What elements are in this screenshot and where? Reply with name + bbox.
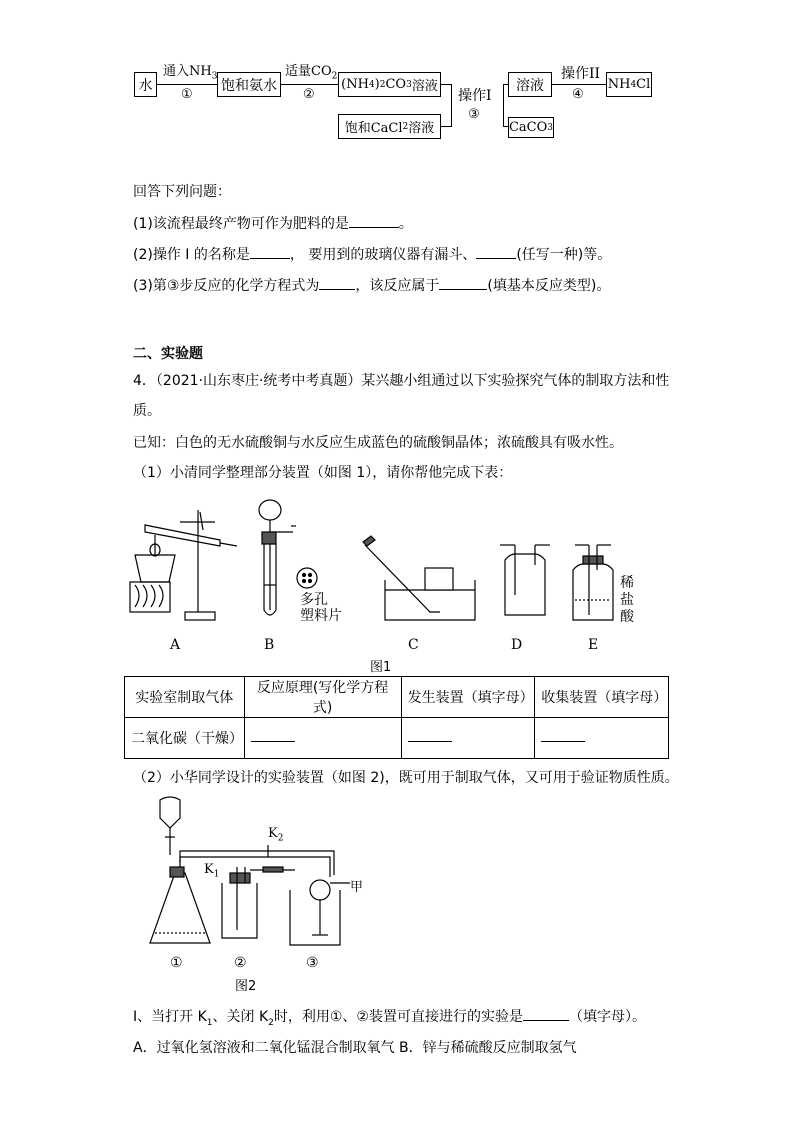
fig1-label-c: C [408,637,419,653]
fig2-number-1: ① [170,955,183,971]
fig2-number-2: ② [234,955,247,971]
operation2-number: ④ [572,87,584,102]
water-box: 水 [134,72,157,97]
section-heading: 二、实验题 [133,346,203,362]
options-ab: A．过氧化氢溶液和二氧化锰混合制取氧气 B．锌与稀硫酸反应制取氢气 [133,1040,577,1056]
table-cell: 二氧化碳（干燥） [125,718,245,759]
fig1-label-a: A [170,637,181,653]
step1-number: ① [181,87,193,102]
question-4-line1: 4．（2021·山东枣庄·统考中考真题）某兴趣小组通过以下实验探究气体的制取方法和性 [133,373,670,389]
table-header-row [125,677,669,718]
table-header: 发生装置（填字母） [401,677,535,718]
experiment-table [124,676,669,759]
question-4-line2: 质。 [133,403,161,419]
answer-blank[interactable] [541,741,585,742]
step2-label: 适量$CO_2$ [285,64,338,82]
answer-blank[interactable] [408,741,452,742]
saturated-ammonia-box: 饱和氨水 [217,72,281,97]
operation1-number: ③ [468,107,480,122]
answer-blank[interactable] [250,258,290,259]
apparatus-d-icon [500,545,550,615]
ammonium-chloride-box: NH 4 Cl [606,72,652,97]
step2-number: ② [303,87,315,102]
table-row [125,718,669,759]
apparatus-e-icon [573,545,613,620]
questions-intro: 回答下列问题： [133,184,231,200]
answer-blank[interactable] [349,227,399,228]
figure-2-apparatus [140,795,360,955]
answer-blank[interactable] [319,289,355,290]
arrow-line [281,84,338,85]
beaker-3-icon [290,880,350,945]
answer-cell[interactable] [535,718,669,759]
calcium-carbonate-box: CaCO 3 [508,117,554,138]
operation2-label: 操作II [561,66,601,82]
fig1-label-d: D [511,637,523,653]
calcium-chloride-box: 饱和CaCl 2 溶液 [338,114,441,139]
table-header: 收集装置（填字母） [535,677,669,718]
jia-label: 甲 [350,880,364,895]
table-header: 反应原理(写化学方程式) [244,677,401,718]
porous-label: 多孔 塑料片 [300,592,342,624]
operation1-label: 操作I [458,88,492,104]
question-2: (2)操作 I 的名称是 ， 要用到的玻璃仪器有漏斗、 (任写一种)等。 [133,247,612,263]
sub-question-i: Ⅰ、当打开 $K_1$、关闭 $K_2$时，利用①、②装置可直接进行的实验是 （填字母）。 [133,1009,646,1028]
arrow-line [157,84,217,85]
question-1: (1)该流程最终产物可作为肥料的是 。 [133,216,413,232]
fig1-caption: 图1 [370,660,392,675]
solution-box: 溶液 [508,72,552,97]
answer-cell[interactable] [401,718,535,759]
bottle-2-icon [222,867,295,938]
dilute-acid-label: 稀 盐 酸 [620,575,634,625]
fig1-label-e: E [588,637,599,653]
flask-1-icon [150,797,210,943]
table-header: 实验室制取气体 [125,677,245,718]
part-1-text: （1）小清同学整理部分装置（如图 1），请你帮他完成下表： [133,465,513,481]
k2-label: $K_2$ [268,826,284,844]
fig2-number-3: ③ [306,955,319,971]
question-3: (3)第③步反应的化学方程式为 ，该反应属于 (填基本反应类型)。 [133,278,611,294]
answer-blank[interactable] [251,741,295,742]
ammonium-carbonate-box: (NH 4 ) 2 CO 3 溶液 [338,72,441,97]
answer-blank[interactable] [439,289,487,290]
answer-cell[interactable] [244,718,401,759]
part-2-text: （2）小华同学设计的实验装置（如图 2)，既可用于制取气体，又可用于验证物质性质。 [133,770,679,786]
answer-blank[interactable] [523,1020,569,1021]
known-info: 已知：白色的无水硫酸铜与水反应生成蓝色的硫酸铜晶体；浓硫酸具有吸水性。 [133,435,623,451]
fig2-caption: 图2 [235,979,257,994]
step1-label: 通入$NH_3$ [163,64,218,82]
apparatus-a-icon [130,510,237,620]
fig1-label-b: B [264,637,275,653]
k1-label: $K_1$ [204,862,220,880]
answer-blank[interactable] [476,258,516,259]
apparatus-c-icon [363,536,475,620]
figure-1-apparatus [125,490,655,640]
